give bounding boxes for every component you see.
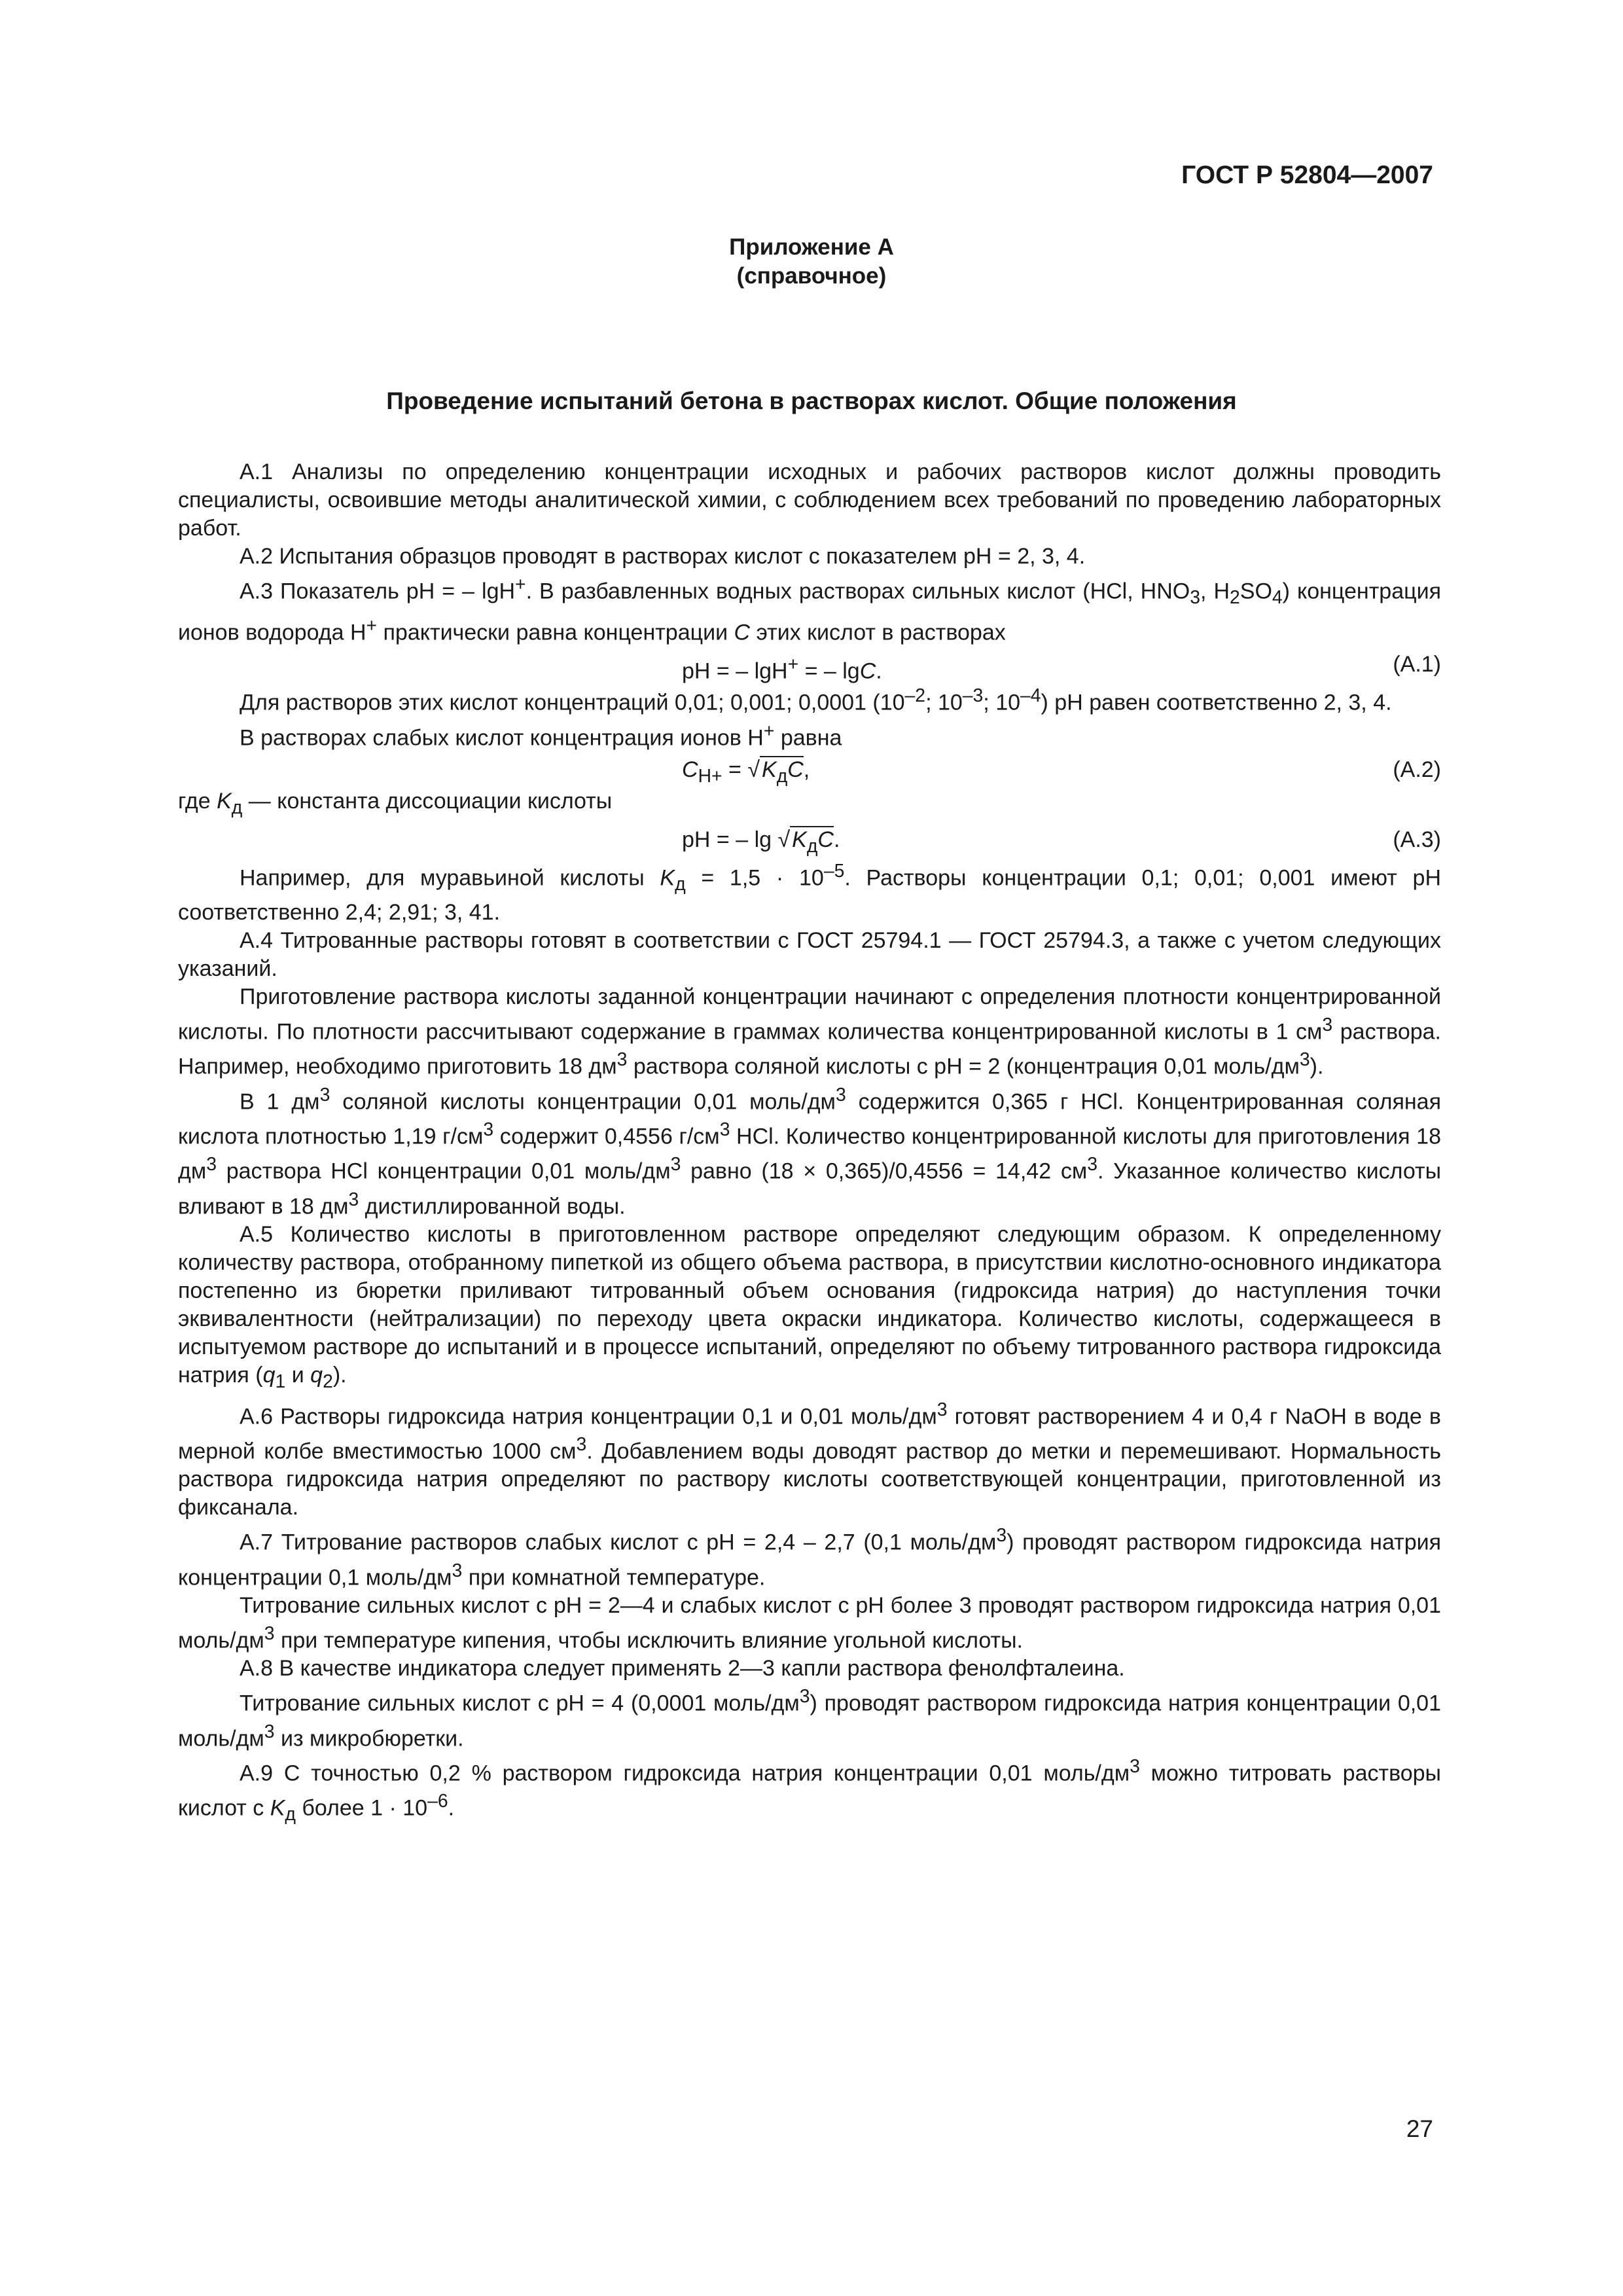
formula-number: (А.3) xyxy=(1393,827,1441,852)
paragraph-a7: А.7 Титрование растворов слабых кислот с pH = 2,4 – 2,7 (0,1 моль/$дм^3$) проводят раствором гидроксида натрия концентрации 0,1 моль/$дм^3$ при комнатной температуре. xyxy=(178,1525,1441,1590)
document-body xyxy=(178,458,1441,1829)
formula-number: (А.2) xyxy=(1393,757,1441,783)
paragraph-concentrations: Для растворов этих кислот концентраций 0,01; 0,001; 0,0001 ($10^{-2}$; $10^{-3}$; $10^{-4}$) pH равен соответственно 2, 3, 4. xyxy=(240,685,1392,715)
paragraph-a3: А.3 Показатель pH = – lgH+. В разбавленных водных растворах сильных кислот (HCl, $HNO_3$, $H_2SO_4$) концентрация ионов водорода H+ практически равна концентрации C этих кислот в растворах xyxy=(178,574,1441,645)
document-header-code: ГОСТ Р 52804—2007 xyxy=(1181,161,1433,189)
paragraph-where: где $K_д$ — константа диссоциации кислоты xyxy=(178,789,613,818)
formula-number: (А.1) xyxy=(1393,652,1441,677)
formula-expression: pH = – lgH+ = – lgC. xyxy=(682,654,882,684)
paragraph-hcl: В 1 $дм^3$ соляной кислоты концентрации 0,01 моль/$дм^3$ содержится 0,365 г HCl. Концентрированная соляная кислота плотностью 1,19 $г/см^3$ содержит 0,4556 $г/см^3$ HCl. Количество концентрированной кислоты для приготовления 18 $дм^3$ раствора HCl концентрации 0,01 моль/$дм^3$ равно (18 × 0,365)/0,4556 = 14,42 $см^3$. Указанное количество кислоты вливают в 18 $дм^3$ дистиллированной воды. xyxy=(178,1084,1442,1219)
appendix-heading xyxy=(0,233,1623,291)
paragraph-a8: А.8 В качестве индикатора следует применять 2—3 капли раствора фенолфталеина. xyxy=(240,1656,1125,1681)
paragraph-a5: А.5 Количество кислоты в приготовленном растворе определяют следующим образом. К определенному количеству раствора, отобранному пипеткой из общего объема раствора, в присутствии кислотно-основного индикатора постепенно из бюретки приливают титрованный объем основания (гидроксида натрия) до наступления точки эквивалентности (нейтрализации) по переходу цвета окраски индикатора. Количество кислоты, содержащееся в испытуемом растворе до испытаний и в процессе испытаний, определяют по объему титрованного раствора гидроксида натрия ($q_1$ и $q_2$). xyxy=(178,1222,1441,1392)
formula-a2 xyxy=(178,753,1441,786)
paragraph-a9: А.9 С точностью 0,2 % раствором гидроксида натрия концентрации 0,01 моль/$дм^3$ можно титровать растворы кислот с $K_д$ более $1 \cdot 10^{-6}$. xyxy=(178,1756,1441,1825)
paragraph-titration-strong: Титрование сильных кислот с pH = 2—4 и слабых кислот с pH более 3 проводят раствором гидроксида натрия 0,01 моль/$дм^3$ при температуре кипения, чтобы исключить влияние угольной кислоты. xyxy=(178,1593,1441,1653)
paragraph-preparation: Приготовление раствора кислоты заданной концентрации начинают с определения плотности концентрированной кислоты. По плотности рассчитывают содержание в граммах количества концентрированной кислоты в 1 $см^3$ раствора. Например, необходимо приготовить 18 $дм^3$ раствора соляной кислоты с pH = 2 (концентрация 0,01 моль/$дм^3$). xyxy=(178,984,1441,1079)
paragraph-a6: А.6 Растворы гидроксида натрия концентрации 0,1 и 0,01 моль/$дм^3$ готовят растворением 4 и 0,4 г NaOH в воде в мерной колбе вместимостью 1000 $см^3$. Добавлением воды доводят раствор до метки и перемешивают. Нормальность раствора гидроксида натрия определяют по раствору кислоты соответствующей концентрации, приготовленной из фиксанала. xyxy=(178,1399,1441,1520)
formula-expression: $C_{H+} = √K_дC$, xyxy=(682,757,810,787)
formula-expression: pH = – $\lg √K_дC$. xyxy=(682,827,840,857)
paragraph-a1: А.1 Анализы по определению концентрации исходных и рабочих растворов кислот должны проводить специалисты, освоившие методы аналитической химии, с соблюдением всех требований по проведению лабораторных работ. xyxy=(178,459,1441,541)
paragraph-weak-acids: В растворах слабых кислот концентрация ионов H+ равна xyxy=(240,720,842,751)
appendix-type: (справочное) xyxy=(736,263,887,289)
paragraph-example: Например, для муравьиной кислоты $K_д = 1,5 \cdot 10^{-5}$. Растворы концентрации 0,1; 0,01; 0,001 имеют pH соответственно 2,4; 2,91; 3, 41. xyxy=(178,860,1441,925)
section-title: Проведение испытаний бетона в растворах кислот. Общие положения xyxy=(386,387,1237,414)
paragraph-a4: А.4 Титрованные растворы готовят в соответствии с ГОСТ 25794.1 — ГОСТ 25794.3, а также с учетом следующих указаний. xyxy=(178,928,1441,982)
page-number: 27 xyxy=(1406,2115,1433,2142)
formula-a3 xyxy=(178,823,1441,856)
appendix-label: Приложение А xyxy=(729,234,894,260)
paragraph-a2: А.2 Испытания образцов проводят в растворах кислот с показателем pH = 2, 3, 4. xyxy=(240,544,1086,569)
paragraph-titration-ph4: Титрование сильных кислот с pH = 4 (0,0001 моль/$дм^3$) проводят раствором гидроксида натрия концентрации 0,01 моль/$дм^3$ из микробюретки. xyxy=(178,1686,1442,1751)
formula-a1 xyxy=(178,648,1441,684)
